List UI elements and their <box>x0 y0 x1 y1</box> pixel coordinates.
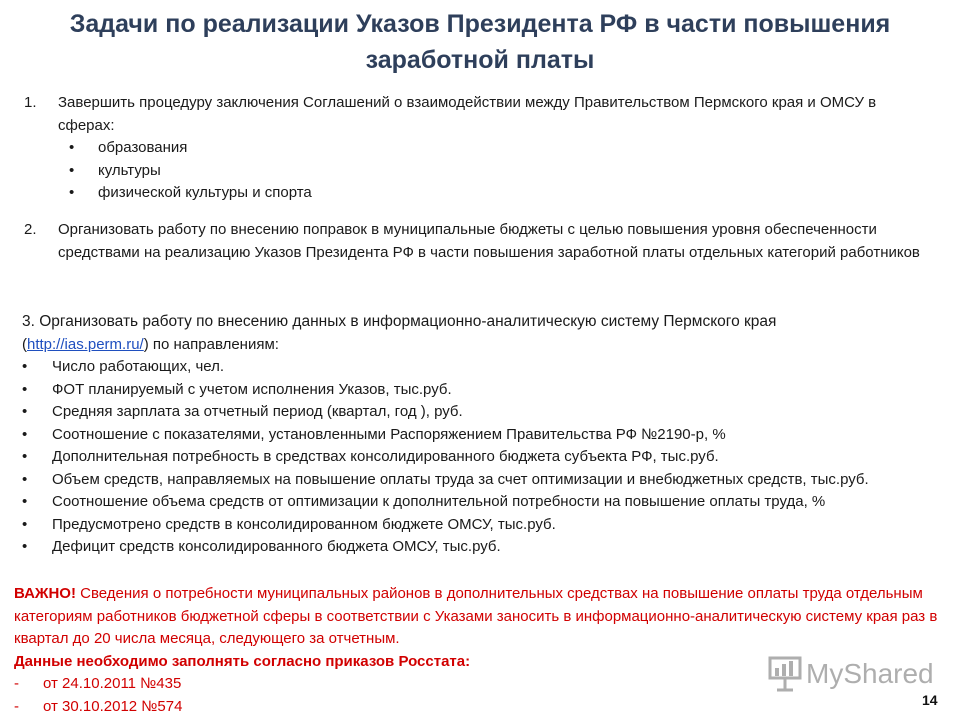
orders-heading: Данные необходимо заполнять согласно приказов Росстата: <box>14 652 471 670</box>
task-1-text: Завершить процедуру заключения Соглашений о взаимодействии между Правительством Пермского края и ОМСУ в сферах: <box>58 94 877 134</box>
task-1-list <box>24 137 934 205</box>
watermark <box>768 656 934 696</box>
task-2-text: Организовать работу по внесению поправок в муниципальные бюджеты с целью повышения уровня обеспеченности средствами на реализацию Указов Президента РФ в части повышения заработной платы отдельных категорий работников <box>58 221 920 261</box>
list-item: • физической культуры и спорта <box>24 182 934 205</box>
order-item: - от 30.10.2012 №574 <box>14 696 954 719</box>
ias-link[interactable]: http://ias.perm.ru/ <box>27 335 144 353</box>
notice-paragraph <box>14 583 954 651</box>
list-item: • Дополнительная потребность в средствах консолидированного бюджета субъекта РФ, тыс.руб. <box>22 446 942 469</box>
list-item: • ФОТ планируемый с учетом исполнения Указов, тыс.руб. <box>22 379 942 402</box>
order-item: - от 24.10.2011 №435 <box>14 673 954 696</box>
notice-label: ВАЖНО! <box>14 585 76 602</box>
presentation-icon <box>768 656 802 692</box>
task-2 <box>24 219 934 264</box>
task-1-number: 1. <box>24 94 37 111</box>
list-item: • Соотношение объема средств от оптимизации к дополнительной потребности на повышение оплаты труда, % <box>22 491 942 514</box>
list-item: • Дефицит средств консолидированного бюджета ОМСУ, тыс.руб. <box>22 536 942 559</box>
list-item: • культуры <box>24 160 934 183</box>
task-2-number: 2. <box>24 221 37 238</box>
task-1 <box>24 92 934 205</box>
task-3-list <box>22 356 942 559</box>
task-3-intro: 3. Организовать работу по внесению данных в информационно-аналитическую систему Пермского края <box>22 313 777 330</box>
notice-text: Сведения о потребности муниципальных районов в дополнительных средствах на повышение оплаты труда отдельным категориям работников бюджетной сферы в соответствии с Указами заносить в информационно-аналитическую систему края раз в квартал до 20 числа месяца, следующего за отчетным. <box>14 585 938 647</box>
slide-title: Задачи по реализации Указов Президента РФ в части повышения заработной платы <box>69 10 891 74</box>
page-number: 14 <box>922 692 938 708</box>
list-item: • Средняя зарплата за отчетный период (квартал, год ), руб. <box>22 401 942 424</box>
list-item: • Соотношение с показателями, установленными Распоряжением Правительства РФ №2190-р, % <box>22 424 942 447</box>
list-item: • образования <box>24 137 934 160</box>
watermark-text: MyShared <box>806 658 934 689</box>
link-prefix: ( <box>22 335 27 353</box>
link-suffix: ) по направлениям: <box>143 335 279 353</box>
list-item: • Объем средств, направляемых на повышение оплаты труда за счет оптимизации и внебюджетных средств, тыс.руб. <box>22 469 942 492</box>
list-item: • Число работающих, чел. <box>22 356 942 379</box>
task-3-link-line <box>22 334 942 357</box>
important-notice <box>14 583 954 718</box>
list-item: • Предусмотрено средств в консолидированном бюджете ОМСУ, тыс.руб. <box>22 514 942 537</box>
task-3 <box>22 311 942 559</box>
